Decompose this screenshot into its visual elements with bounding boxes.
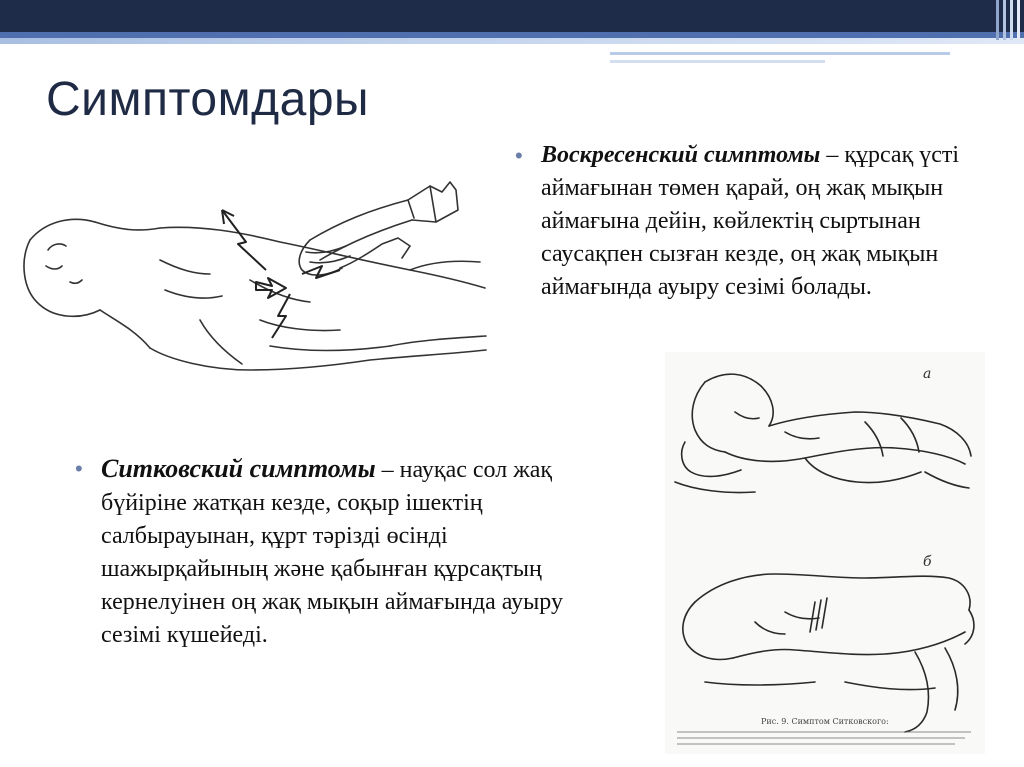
- header-deco-line: [610, 52, 950, 55]
- bullet-term: Ситковский симптомы: [101, 454, 376, 483]
- header-deco-line-2: [610, 60, 825, 63]
- bullet-dot-icon: •: [75, 456, 83, 481]
- voskresensky-bullet: [515, 139, 991, 304]
- voskresensky-illustration: [10, 170, 488, 410]
- figure-caption: Рис. 9. Симптом Ситковского:: [761, 717, 889, 726]
- sitkovsky-bullet: [75, 452, 571, 652]
- slide-title: Симптомдары: [46, 73, 370, 126]
- figure-label-b: б: [923, 554, 932, 570]
- header-stripe-light: [0, 38, 1024, 44]
- bullet-text: – құрсақ үсті аймағынан төмен қарай, оң жақ мықын аймағына дейін, көйлектің сыртынан саусақпен сызған кезде, оң жақ мықын аймағында ауыру сезімі болады.: [541, 142, 960, 300]
- sitkovsky-illustration: [665, 352, 985, 754]
- bullet-text: – науқас сол жақ бүйіріне жатқан кезде, соқыр ішектің салбырауынан, құрт тәрізді өсінді шажырқайының және қабынған құрсақтың кернелуінен оң жақ мықын аймағында ауыру сезімі күшейеді.: [101, 457, 563, 648]
- bullet-dot-icon: •: [515, 143, 523, 168]
- corner-decoration: [994, 0, 1024, 40]
- figure-label-a: а: [923, 366, 932, 382]
- bullet-term: Воскресенский симптомы: [541, 142, 821, 168]
- header-band: [0, 0, 1024, 32]
